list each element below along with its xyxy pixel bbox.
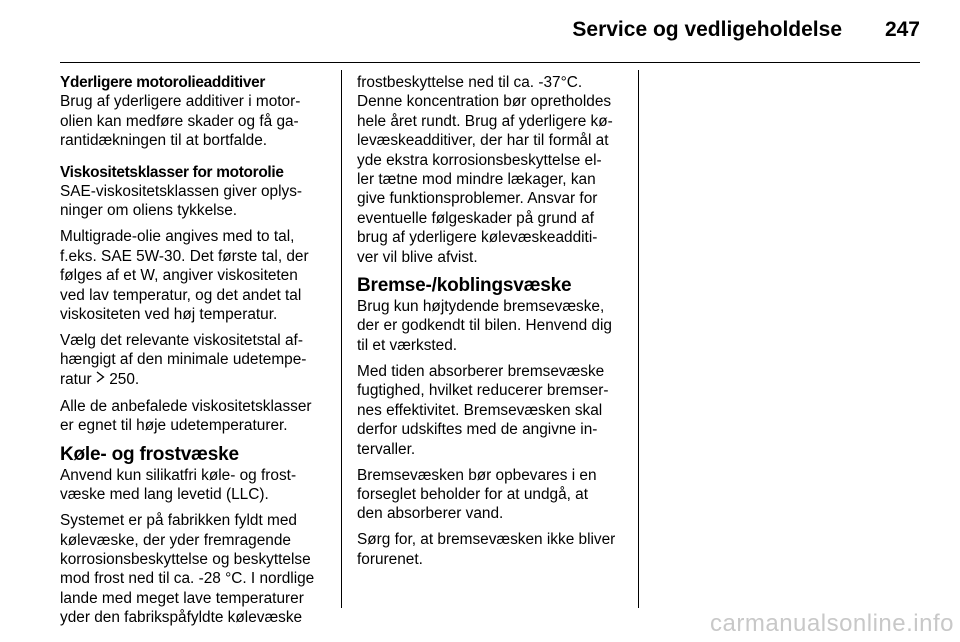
text-line: ver vil blive afvist. [357,248,478,266]
section-coolant [60,444,338,628]
column-divider [638,70,639,608]
text-line: der er godkendt til bilen. Henvend dig [357,317,612,335]
paragraph [357,466,629,524]
paragraph [357,297,629,355]
text-line: Anvend kun silikatfri køle- og frost- [60,466,297,484]
page-header [60,0,920,63]
text-fragment: ratur [60,370,92,388]
paragraph [60,227,338,324]
text-line: er egnet til høje udetemperaturer. [60,417,288,435]
paragraph [60,182,338,221]
text-line: til et værksted. [357,336,458,354]
paragraph [60,331,338,390]
text-line: f.eks. SAE 5W-30. Det første tal, der [60,247,309,265]
text-line: Multigrade-olie angives med to tal, [60,228,295,246]
text-line: forurenet. [357,550,423,568]
text-column-left [60,73,338,628]
arrow-reference-icon [96,371,105,390]
text-line: Bremsevæsken bør opbevares i en [357,466,597,484]
text-line: Brug kun højtydende bremsevæske, [357,298,605,316]
text-line: yde ekstra korrosionsbeskyttelse el- [357,151,602,169]
section-heading: Bremse-/koblingsvæske [357,275,572,297]
text-line: hele året rundt. Brug af yderligere kø- [357,112,613,130]
page-number: 247 [884,18,920,41]
text-line: ninger om oliens tykkelse. [60,202,238,220]
text-line: hængigt af den minimale udetempe- [60,351,307,369]
text-line: tervaller. [357,440,416,458]
text-line: rantidækningen til at bortfalde. [60,132,268,150]
text-line: Systemet er på fabrikken fyldt med [60,512,297,530]
text-line: forseglet beholder for at undgå, at [357,485,589,503]
subheading: Viskositetsklasser for motorolie [60,163,284,181]
text-line: viskositeten ved høj temperatur. [60,306,278,324]
text-line: Vælg det relevante viskositetstal af- [60,332,303,350]
section-brake-fluid [357,275,629,569]
text-line: eventuelle følgeskader på grund af [357,209,594,227]
text-column-middle [357,73,629,569]
text-line: lande med meget lave temperaturer [60,589,304,607]
paragraph [60,511,338,627]
text-line: derfor udskiftes med de angivne in- [357,421,598,439]
text-line: Brug af yderligere additiver i motor- [60,93,301,111]
text-line: korrosionsbeskyttelse og beskyttelse [60,550,311,568]
text-line: Med tiden absorberer bremsevæske [357,362,605,380]
text-line: væske med lang levetid (LLC). [60,486,269,504]
section-heading: Køle- og frostvæske [60,443,239,465]
text-line: ved lav temperatur, og det andet tal [60,286,302,304]
section-motor-oil-additives [60,73,338,151]
paragraph [357,73,629,267]
text-line: Sørg for, at bremsevæsken ikke bliver [357,531,616,549]
text-line: SAE-viskositetsklassen giver oplys- [60,183,303,201]
text-line: Denne koncentration bør opretholdes [357,93,612,111]
page-reference-link[interactable]: 250. [109,370,140,388]
text-line: ler tætne mod mindre lækager, kan [357,171,596,189]
text-line-with-reference [60,370,338,390]
column-divider [341,70,342,608]
text-line: give funktionsproblemer. Ansvar for [357,190,598,208]
text-line: følges af et W, angiver viskositeten [60,267,298,285]
page-title: Service og vedligeholdelse [572,18,842,41]
text-line: Alle de anbefalede viskositetsklasser [60,397,312,415]
text-line: den absorberer vand. [357,505,504,523]
text-line: fugtighed, hvilket reducerer bremser- [357,382,609,400]
text-line: brug af yderligere kølevæskeadditi- [357,229,598,247]
paragraph [357,530,629,569]
section-viscosity-classes [60,163,338,436]
paragraph [357,362,629,459]
paragraph [60,466,338,505]
text-line: yder den fabrikspåfyldte kølevæske [60,609,303,627]
text-line: levæskeadditiver, der har til formål at [357,132,609,150]
text-line: nes effektivitet. Bremsevæsken skal [357,401,603,419]
text-line: frostbeskyttelse ned til ca. -37°C. [357,74,583,91]
subheading: Yderligere motorolieadditiver [60,74,266,91]
text-line: mod frost ned til ca. -28 °C. I nordlige [60,570,315,588]
text-line: kølevæske, der yder fremragende [60,531,291,549]
paragraph [60,397,338,436]
text-line: olien kan medføre skader og få ga- [60,112,299,130]
watermark-text: carmanualsonline.info [710,610,954,637]
